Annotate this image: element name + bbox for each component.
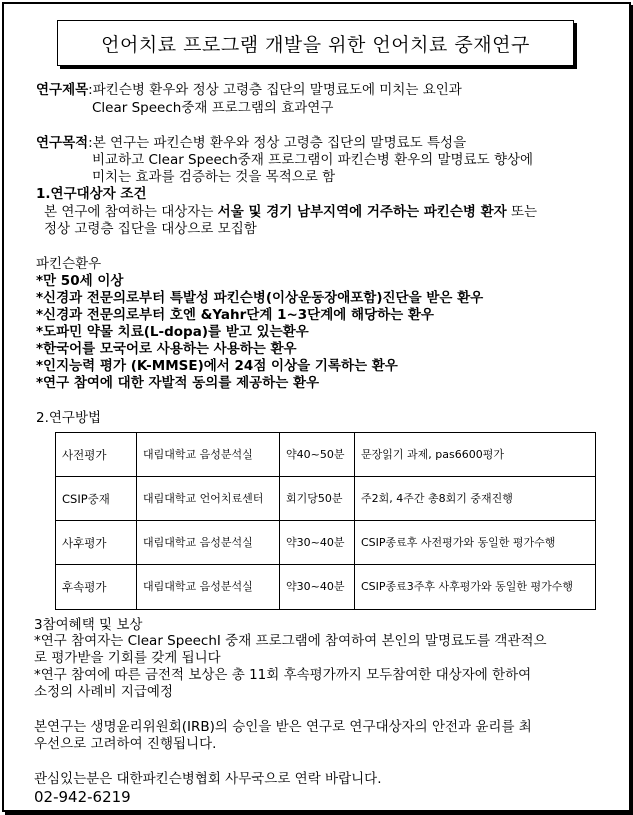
patients-criterion: *도파민 약물 치료(L-dopa)를 받고 있는환우 (36, 324, 309, 340)
research-purpose-line3: 미치는 효과를 검증하는 것을 목적으로 함 (92, 169, 336, 185)
patients-criterion: *신경과 전문의로부터 특발성 파킨슨병(이상운동장애포함)진단을 받은 환우 (36, 290, 484, 306)
section1-heading: 1.연구대상자 조건 (36, 186, 147, 202)
section1-line2: 정상 고령층 집단을 대상으로 모집함 (44, 221, 257, 237)
place-cell: 대림대학교 음성분석실 (137, 433, 280, 477)
research-purpose-line2: 비교하고 Clear Speech중재 프로그램이 파킨슨병 환우의 말명료도 향상에 (92, 152, 534, 168)
contact-phone: 02-942-6219 (34, 788, 131, 806)
table-row (56, 565, 596, 610)
content-cell: 문장읽기 과제, pas6600평가 (355, 433, 596, 477)
irb-line1: 본연구는 생명윤리위원회(IRB)의 승인을 받은 연구로 연구대상자의 안전과 윤리를 최 (34, 719, 532, 735)
patients-criterion: *신경과 전문의로부터 호엔 &Yahr단계 1~3단계에 해당하는 환우 (36, 307, 434, 323)
phase-cell: CSIP중재 (56, 477, 137, 521)
section2-heading: 2.연구방법 (36, 410, 102, 426)
page-title: 언어치료 프로그램 개발을 위한 언어치료 중재연구 (57, 20, 574, 66)
patients-criterion: *한국어를 모국어로 사용하는 사용하는 환우 (36, 341, 297, 357)
content-cell: CSIP종료후 사전평가와 동일한 평가수행 (355, 521, 596, 565)
content-cell: 주2회, 4주간 총8회기 중재진행 (355, 477, 596, 521)
research-title-line2: Clear Speech중재 프로그램의 효과연구 (92, 100, 334, 116)
table-row (56, 433, 596, 477)
method-table (55, 432, 596, 610)
phase-cell: 후속평가 (56, 565, 137, 610)
patients-criterion: *인지능력 평가 (K-MMSE)에서 24점 이상을 기록하는 환우 (36, 358, 398, 374)
patients-criterion: *연구 참여에 대한 자발적 동의를 제공하는 환우 (36, 375, 320, 391)
section3-line4: 소정의 사례비 지급예정 (34, 684, 173, 700)
table-row (56, 521, 596, 565)
section3-heading: 3참여혜택 및 보상 (34, 617, 143, 633)
time-cell: 약30~40분 (280, 565, 355, 610)
table-row (56, 477, 596, 521)
phase-cell: 사후평가 (56, 521, 137, 565)
place-cell: 대림대학교 음성분석실 (137, 521, 280, 565)
section3-line1: *연구 참여자는 Clear SpeechI 중재 프로그램에 참여하여 본인의 말명료도를 객관적으 (34, 633, 547, 649)
time-cell: 회기당50분 (280, 477, 355, 521)
research-title-line1: 연구제목:파킨슨병 환우와 정상 고령층 집단의 말명료도에 미치는 요인과 (36, 82, 462, 98)
time-cell: 약30~40분 (280, 521, 355, 565)
section3-line3: *연구 참여에 따른 금전적 보상은 총 11회 후속평가까지 모두참여한 대상자에 한하여 (34, 667, 532, 683)
place-cell: 대림대학교 언어치료센터 (137, 477, 280, 521)
section3-line2: 로 평가받을 기회를 갖게 됩니다 (34, 650, 221, 666)
section1-line1: 본 연구에 참여하는 대상자는 서울 및 경기 남부지역에 거주하는 파킨슨병 환자 또는 (44, 204, 538, 220)
irb-line2: 우선으로 고려하여 진행됩니다. (34, 736, 217, 752)
patients-criterion: *만 50세 이상 (36, 273, 124, 289)
place-cell: 대림대학교 음성분석실 (137, 565, 280, 610)
time-cell: 약40~50분 (280, 433, 355, 477)
contact-text: 관심있는분은 대한파킨슨병협회 사무국으로 연락 바랍니다. (34, 771, 382, 787)
research-title-label: 연구제목 (36, 82, 89, 98)
section1-highlight: 서울 및 경기 남부지역에 거주하는 파킨슨병 환자 (217, 204, 507, 220)
research-purpose-line1: 연구목적:본 연구는 파킨슨병 환우와 정상 고령층 집단의 말명료도 특성을 (36, 135, 467, 151)
research-purpose-label: 연구목적 (36, 135, 89, 151)
content-cell: CSIP종료3주후 사후평가와 동일한 평가수행 (355, 565, 596, 610)
phase-cell: 사전평가 (56, 433, 137, 477)
patients-heading: 파킨슨환우 (36, 256, 102, 272)
